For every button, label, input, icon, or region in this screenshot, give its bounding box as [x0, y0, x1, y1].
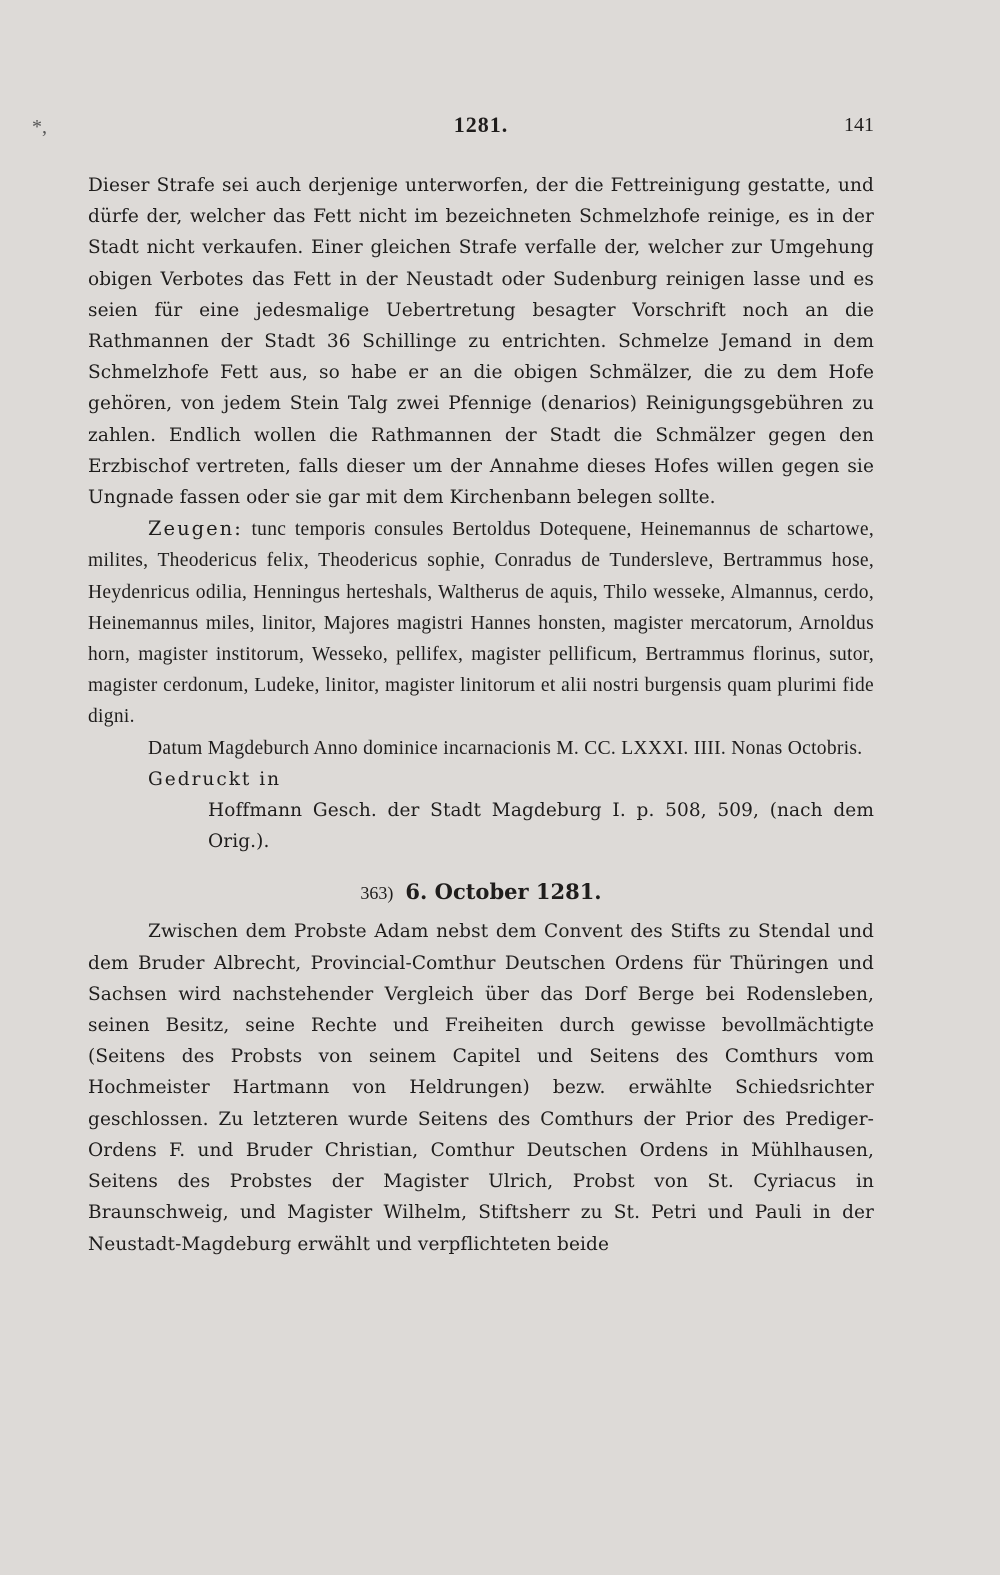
page-number: 141 [844, 114, 874, 136]
page-header [32, 112, 874, 142]
document-heading [88, 877, 874, 908]
datum-line: Datum Magdeburch Anno dominice incarnacionis M. CC. LXXXI. IIII. Nonas Octobris. [148, 737, 863, 759]
regest-paragraph: Zwischen dem Probste Adam nebst dem Convent des Stifts zu Stendal und dem Bruder Albrecht, Provincial-Comthur Deutschen Ordens für Thüringen und Sachsen wird nachstehender Vergleich über das Dorf Berge bei Rodensleben, seinen Besitz, seine Rechte und Freiheiten durch gewisse bevollmächtigte (Seitens des Probsts von seinem Capitel und Seitens des Comthurs vom Hochmeister Hartmann von Heldrungen) bezw. erwählte Schiedsrichter geschlossen. Zu letzteren wurde Seitens des Comthurs der Prior des Prediger-Ordens F. und Bruder Christian, Comthur Deutschen Ordens in Mühlhausen, Seitens des Probstes der Magister Ulrich, Probst von St. Cyriacus in Braunschweig, und Magister Wilhelm, Stiftsherr zu St. Petri und Pauli in der Neustadt-Magdeburg erwählt und verpflichteten beide [88, 921, 874, 1255]
witnesses-label: Zeugen: [148, 517, 243, 541]
summary-paragraph: Dieser Strafe sei auch derjenige unterworfen, der die Fettreinigung gestatte, und dürfe der, welcher das Fett nicht im bezeichneten Schmelzhofe reinige, es in der Stadt nicht verkaufen. Einer gleichen Strafe verfalle der, welcher zur Umgehung obigen Verbotes das Fett in der Neustadt oder Sudenburg reinigen lasse und es seien für eine jedesmalige Uebertretung besagter Vorschrift noch an die Rathmannen der Stadt 36 Schillinge zu entrichten. Schmelze Jemand in dem Schmelzhofe Fett aus, so habe er an die obigen Schmälzer, die zu dem Hofe gehören, von jedem Stein Talg zwei Pfennige (denarios) Reinigungsgebühren zu zahlen. Endlich wollen die Rathmannen der Stadt die Schmälzer gegen den Erzbischof vertreten, falls dieser um der Annahme dieses Hofes willen gegen sie Ungnade fassen oder sie gar mit dem Kirchenbann belegen sollte. [88, 175, 874, 509]
running-head-year: 1281. [453, 112, 509, 137]
printed-label: Gedruckt in [148, 768, 282, 790]
witnesses-text: tunc temporis consules Bertoldus Dotequene, Heinemannus de schartowe, milites, Theodericus felix, Theodericus sophie, Conradus de Tundersleve, Bertrammus hose, Heydenricus odilia, Henningus herteshals, Waltherus de aquis, Thilo wesseke, Almannus, cerdo, Heinemannus miles, linitor, Majores magistri Hannes honsten, magister mercatorum, Arnoldus horn, magister institorum, Wesseko, pellifex, magister pellificum, Bertrammus florinus, sutor, magister cerdonum, Ludeke, linitor, magister linitorum et alii nostri burgensis quam plurimi fide digni. [88, 519, 874, 728]
witnesses-paragraph [88, 513, 874, 732]
margin-mark: *, [32, 116, 47, 138]
document-number: 363) [360, 883, 394, 904]
document-date: 6. October 1281. [405, 879, 602, 905]
printed-reference: Hoffmann Gesch. der Stadt Magdeburg I. p. 508, 509, (nach dem Orig.). [208, 800, 874, 853]
page-body [88, 170, 874, 1260]
